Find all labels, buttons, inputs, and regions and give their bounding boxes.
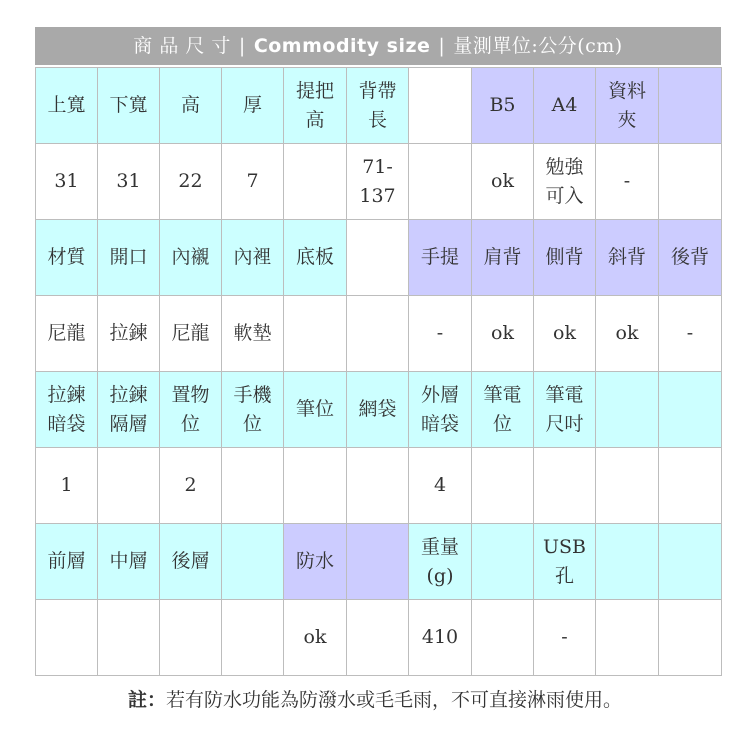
cell-text: 內裡 (233, 246, 272, 268)
cell-text: 側背 (545, 246, 584, 268)
title-bar (35, 27, 721, 65)
cell-text: ok (491, 322, 514, 344)
cell-text: 外層 暗袋 (420, 383, 459, 435)
header-cell (659, 372, 722, 448)
table-body (36, 68, 722, 676)
cell-text: 資料 夾 (607, 79, 646, 131)
cell-text: B5 (489, 94, 516, 116)
cell-text: 防水 (295, 550, 334, 572)
value-row (36, 448, 722, 524)
header-row (36, 220, 722, 296)
value-cell (284, 296, 347, 372)
cell-text: 22 (178, 170, 203, 192)
value-cell (409, 448, 472, 524)
cell-text: 1 (60, 474, 73, 496)
value-cell (36, 448, 98, 524)
header-cell (534, 68, 596, 144)
header-cell (472, 372, 534, 448)
value-cell (284, 144, 347, 220)
cell-text: 底板 (295, 246, 334, 268)
cell-text: 背帶 長 (358, 79, 397, 131)
header-cell (36, 372, 98, 448)
header-cell (596, 68, 659, 144)
cell-text: 提把 高 (295, 79, 334, 131)
cell-text: - (436, 322, 444, 344)
header-cell (659, 68, 722, 144)
value-cell (409, 144, 472, 220)
cell-text: 尼龍 (171, 322, 210, 344)
value-row (36, 296, 722, 372)
cell-text: 410 (421, 626, 459, 648)
cell-text: 上寬 (47, 94, 86, 116)
value-cell (36, 296, 98, 372)
header-cell (284, 372, 347, 448)
cell-text: ok (491, 170, 514, 192)
header-row (36, 372, 722, 448)
header-cell (347, 372, 409, 448)
header-cell (347, 524, 409, 600)
value-cell (659, 144, 722, 220)
header-cell (98, 68, 160, 144)
header-cell (222, 68, 284, 144)
header-cell (36, 68, 98, 144)
cell-text: 肩背 (483, 246, 522, 268)
cell-text: 2 (184, 474, 197, 496)
cell-text: 中層 (109, 550, 148, 572)
value-cell (160, 296, 222, 372)
cell-text: A4 (551, 94, 578, 116)
cell-text: 高 (180, 94, 200, 116)
cell-text: 手提 (420, 246, 459, 268)
value-cell (472, 296, 534, 372)
cell-text: 後層 (171, 550, 210, 572)
header-row (36, 524, 722, 600)
value-row (36, 600, 722, 676)
value-cell (659, 296, 722, 372)
value-cell (534, 296, 596, 372)
value-cell (409, 296, 472, 372)
title-unit: 量測單位:公分(cm) (453, 35, 623, 57)
cell-text: 重量 (g) (420, 535, 459, 587)
cell-text: 前層 (47, 550, 86, 572)
value-cell (284, 448, 347, 524)
value-cell (596, 144, 659, 220)
value-cell (222, 448, 284, 524)
title-separator-2: | (438, 35, 446, 57)
header-cell (472, 68, 534, 144)
cell-text: 置物 位 (171, 383, 210, 435)
value-cell (659, 448, 722, 524)
cell-text: 開口 (109, 246, 148, 268)
header-row (36, 68, 722, 144)
value-cell (160, 144, 222, 220)
cell-text: 筆電 尺吋 (545, 383, 584, 435)
cell-text: 7 (246, 170, 259, 192)
header-cell (596, 220, 659, 296)
cell-text: 4 (433, 474, 447, 496)
header-cell (534, 524, 596, 600)
cell-text: 軟墊 (233, 322, 272, 344)
value-cell (347, 296, 409, 372)
header-cell (659, 524, 722, 600)
cell-text: ok (615, 322, 639, 344)
header-cell (222, 220, 284, 296)
cell-text: 厚 (242, 94, 262, 116)
value-cell (472, 448, 534, 524)
cell-text: 拉鍊 隔層 (109, 383, 148, 435)
header-cell (284, 524, 347, 600)
value-cell (36, 600, 98, 676)
value-row (36, 144, 722, 220)
header-cell (409, 372, 472, 448)
cell-text: 內襯 (171, 246, 210, 268)
title-zh: 商 品 尺 寸 (133, 35, 231, 57)
value-cell (284, 600, 347, 676)
value-cell (472, 600, 534, 676)
header-cell (596, 524, 659, 600)
cell-text: 手機 位 (233, 383, 272, 435)
value-cell (347, 600, 409, 676)
cell-text: - (561, 626, 568, 648)
header-cell (36, 524, 98, 600)
cell-text: - (686, 322, 694, 344)
value-cell (534, 448, 596, 524)
header-cell (222, 524, 284, 600)
cell-text: 網袋 (358, 398, 397, 420)
cell-text: 勉強 可入 (545, 155, 584, 207)
header-cell (596, 372, 659, 448)
cell-text: 71- 137 (359, 155, 396, 207)
header-cell (472, 524, 534, 600)
value-cell (98, 296, 160, 372)
header-cell (409, 220, 472, 296)
title-separator: | (238, 35, 246, 57)
footnote-mark: 註： (127, 689, 166, 711)
value-cell (534, 600, 596, 676)
value-cell (222, 144, 284, 220)
cell-text: 拉鍊 (109, 322, 148, 344)
header-cell (222, 372, 284, 448)
header-cell (98, 524, 160, 600)
value-cell (596, 600, 659, 676)
header-cell (409, 524, 472, 600)
cell-text: 31 (116, 170, 141, 192)
value-cell (36, 144, 98, 220)
header-cell (160, 68, 222, 144)
value-cell (98, 600, 160, 676)
value-cell (160, 600, 222, 676)
value-cell (347, 448, 409, 524)
footnote (0, 685, 750, 712)
value-cell (659, 600, 722, 676)
header-cell (160, 524, 222, 600)
header-cell (160, 372, 222, 448)
cell-text: USB 孔 (543, 535, 586, 587)
value-cell (409, 600, 472, 676)
cell-text: 尼龍 (47, 322, 86, 344)
cell-text: 拉鍊 暗袋 (47, 383, 86, 435)
footnote-text: 若有防水功能為防潑水或毛毛雨，不可直接淋雨使用。 (166, 689, 623, 711)
value-cell (222, 600, 284, 676)
value-cell (472, 144, 534, 220)
header-cell (347, 220, 409, 296)
header-cell (472, 220, 534, 296)
value-cell (160, 448, 222, 524)
cell-text: 後背 (670, 246, 709, 268)
header-cell (160, 220, 222, 296)
header-cell (534, 220, 596, 296)
header-cell (284, 68, 347, 144)
size-spec-table (35, 67, 722, 676)
value-cell (222, 296, 284, 372)
value-cell (347, 144, 409, 220)
header-cell (534, 372, 596, 448)
cell-text: ok (303, 626, 327, 648)
value-cell (534, 144, 596, 220)
header-cell (659, 220, 722, 296)
header-cell (347, 68, 409, 144)
cell-text: 筆電 位 (483, 383, 522, 435)
header-cell (409, 68, 472, 144)
cell-text: 下寬 (109, 94, 148, 116)
value-cell (596, 448, 659, 524)
cell-text: 斜背 (607, 246, 646, 268)
value-cell (98, 144, 160, 220)
value-cell (596, 296, 659, 372)
header-cell (98, 220, 160, 296)
cell-text: - (623, 170, 631, 192)
cell-text: ok (553, 322, 576, 344)
title-en: Commodity size (253, 35, 431, 57)
cell-text: 筆位 (295, 398, 334, 420)
cell-text: 31 (54, 170, 79, 192)
value-cell (98, 448, 160, 524)
header-cell (284, 220, 347, 296)
cell-text: 材質 (47, 246, 86, 268)
header-cell (98, 372, 160, 448)
header-cell (36, 220, 98, 296)
